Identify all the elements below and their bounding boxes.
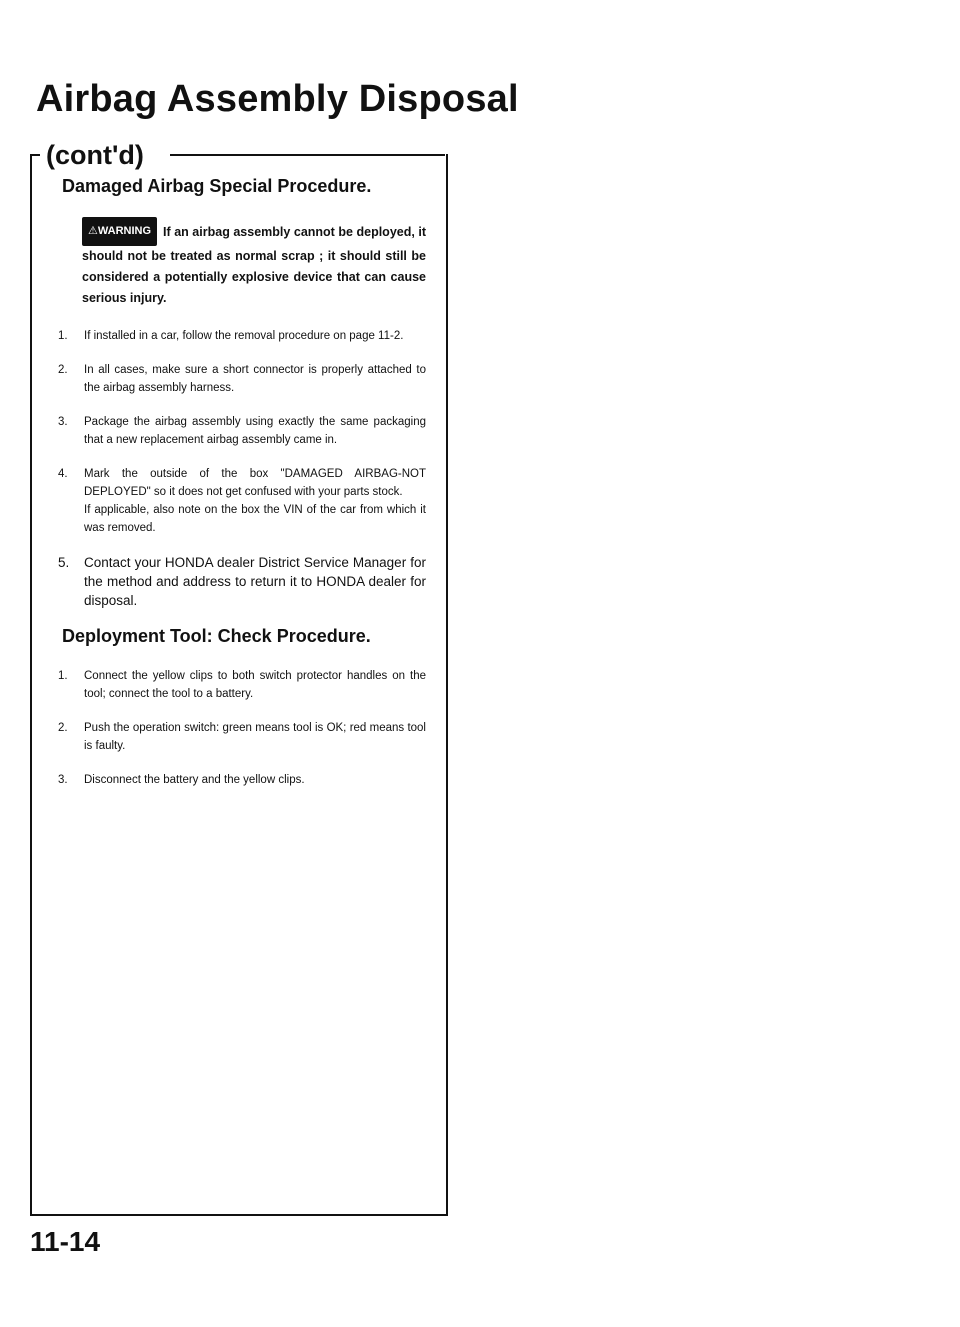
section-heading-damaged: Damaged Airbag Special Procedure. xyxy=(62,176,372,196)
list-item xyxy=(58,719,426,755)
step-number: 5. xyxy=(58,555,70,570)
list-item xyxy=(58,667,426,703)
list-item xyxy=(58,771,426,789)
step-extra-text: If applicable, also note on the box the VIN of the car from which it was removed. xyxy=(84,504,426,534)
list-item xyxy=(58,413,426,449)
step-text: Mark the outside of the box "DAMAGED AIRBAG-NOT DEPLOYED" so it does not get confused with your parts stock. xyxy=(84,468,426,498)
step-text: Package the airbag assembly using exactly the same packaging that a new replacement airbag assembly came in. xyxy=(84,416,426,446)
warning-badge: ⚠WARNING xyxy=(82,217,157,246)
step-number: 4. xyxy=(58,468,68,480)
step-number: 3. xyxy=(58,774,68,786)
list-item xyxy=(58,465,426,537)
contd-label: (cont'd) xyxy=(46,140,144,170)
step-number: 2. xyxy=(58,364,68,376)
frame-corner xyxy=(30,154,40,156)
step-number: 1. xyxy=(58,330,68,342)
list-item xyxy=(58,327,426,345)
main-content xyxy=(58,176,426,805)
warning-text: If an airbag assembly cannot be deployed, it should not be treated as normal scrap ; it should still be considered a potentially explosive device that can cause serious injury. xyxy=(82,225,426,305)
list-item xyxy=(58,361,426,397)
step-text: Connect the yellow clips to both switch protector handles on the tool; connect the tool to a battery. xyxy=(84,670,426,700)
step-text: Push the operation switch: green means tool is OK; red means tool is faulty. xyxy=(84,722,426,752)
list-item xyxy=(58,553,426,610)
deployment-steps-list xyxy=(58,667,426,789)
warning-block xyxy=(82,217,426,309)
step-text: Disconnect the battery and the yellow clips. xyxy=(84,774,305,786)
damaged-steps-list xyxy=(58,327,426,610)
section-heading-deployment-tool: Deployment Tool: Check Procedure. xyxy=(62,626,371,646)
step-text: Contact your HONDA dealer District Service Manager for the method and address to return it to HONDA dealer for disposal. xyxy=(84,555,426,608)
step-text: In all cases, make sure a short connector is properly attached to the airbag assembly harness. xyxy=(84,364,426,394)
step-number: 2. xyxy=(58,722,68,734)
page-number: 11-14 xyxy=(30,1226,101,1257)
step-number: 3. xyxy=(58,416,68,428)
step-text: If installed in a car, follow the removal procedure on page 11-2. xyxy=(84,330,404,342)
page-title: Airbag Assembly Disposal xyxy=(36,78,519,120)
step-number: 1. xyxy=(58,670,68,682)
